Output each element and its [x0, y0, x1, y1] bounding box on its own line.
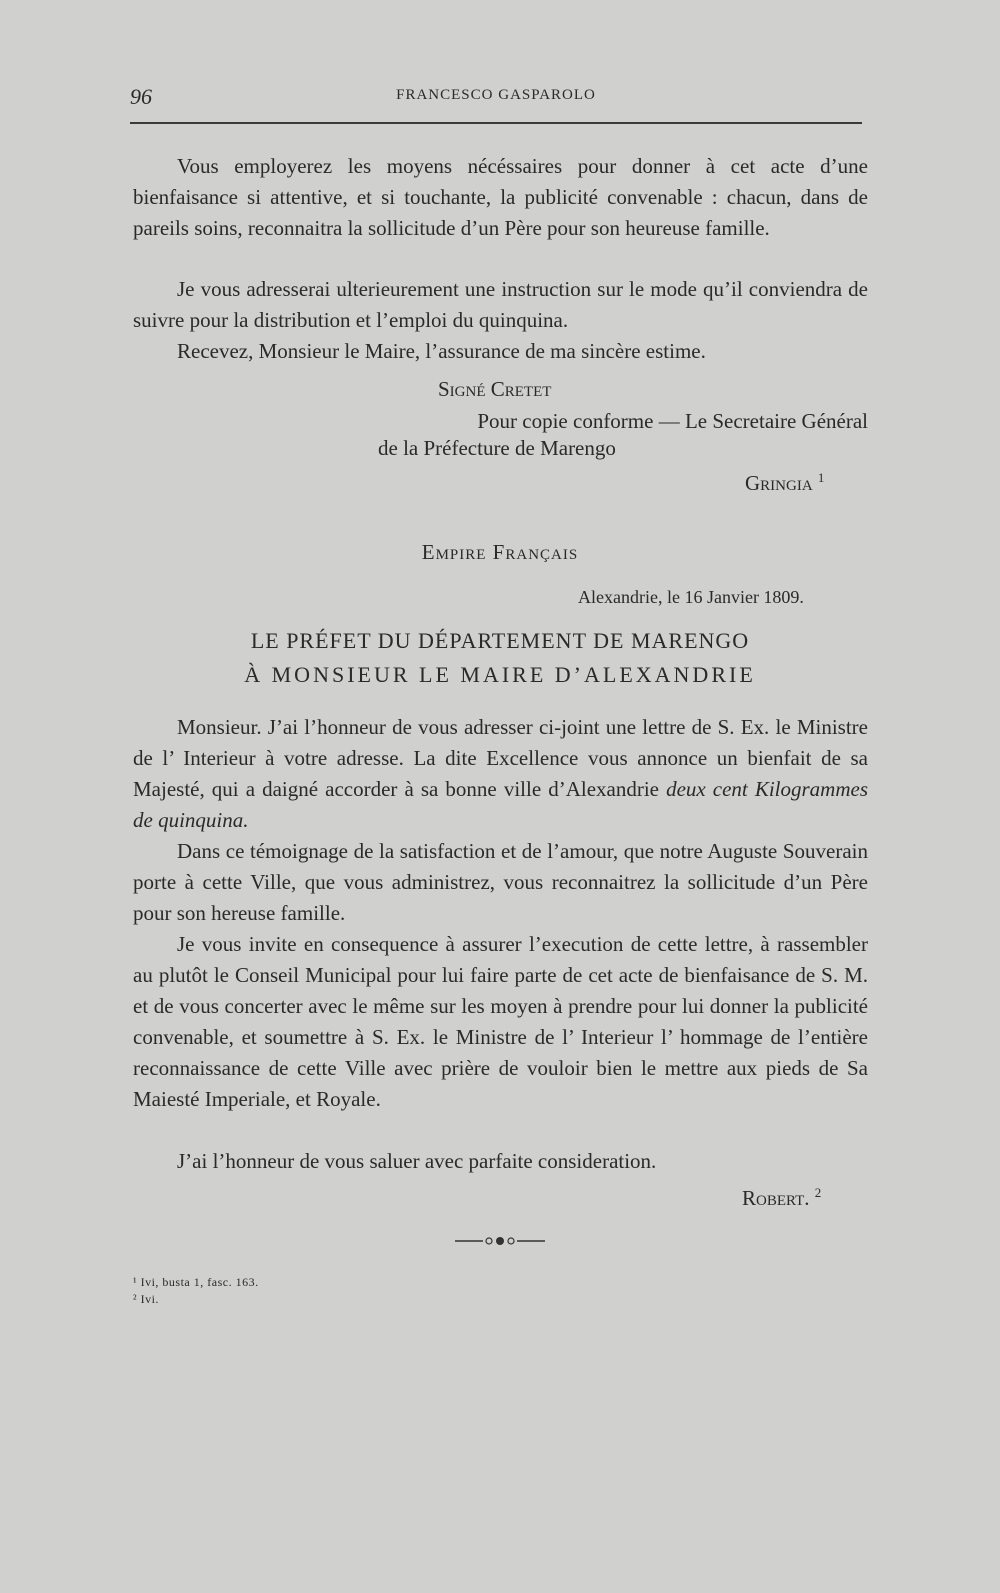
ornament-divider [455, 1234, 545, 1248]
letter2-title-line-2: À MONSIEUR LE MAIRE D’ALEXANDRIE [244, 662, 756, 687]
copy-line-1: Pour copie conforme — Le Secretaire Général [477, 409, 868, 433]
letter2-paragraph-1-text: Monsieur. J’ai l’honneur de vous adresser ci-joint une lettre de S. Ex. le Ministre de l’ Interieur à votre adresse. La dite Excellence vous annonce un bienfait de sa Majesté, qui a daigné accorder à sa bonne ville d’Alexandrie [133, 715, 868, 801]
signature-robert [742, 1178, 821, 1213]
letter1-paragraph-3: Recevez, Monsieur le Maire, l’assurance de ma sincère estime. [177, 339, 706, 363]
signature-cretet: Signé Cretet [438, 377, 552, 401]
running-head: FRANCESCO GASPAROLO [396, 87, 596, 103]
letter2-paragraph-4: J’ai l’honneur de vous saluer avec parfaite consideration. [177, 1149, 657, 1173]
page-number: 96 [130, 84, 152, 109]
signer-name: Robert. [742, 1186, 810, 1210]
letter2-dateline: Alexandrie, le 16 Janvier 1809. [578, 587, 804, 607]
signer-name: Gringia [745, 471, 813, 495]
letter1-paragraph-1: Vous employerez les moyens nécéssaires pour donner à cet acte d’une bienfaisance si attentive, et si touchante, la publicité convenable : chacun, dans de pareils soins, reconnaitra la sollicitude d’un Père pour son heureuse famille. [133, 154, 868, 240]
header-rule [130, 122, 862, 124]
letter2-paragraph-1-italic: deux cent Kilogrammes de quinquina. [133, 777, 869, 832]
footnote-1: ¹ Ivi, busta 1, fasc. 163. [133, 1275, 259, 1289]
letter2-paragraph-2: Dans ce témoignage de la satisfaction et de l’amour, que notre Auguste Souverain porte à cette Ville, que vous administrez, vous reconnaitrez la sollicitude d’un Père pour son hereuse famille. [133, 839, 868, 925]
letter2-paragraph-3: Je vous invite en consequence à assurer l’execution de cette lettre, à rassembler au plutôt le Conseil Municipal pour lui faire parte de cet acte de bienfaisance de S. M. et de vous concerter avec le même sur les moyen à prendre pour lui donner la publicité convenable, et soumettre à S. Ex. le Ministre de l’ Interieur l’ hommage de l’entière reconnaissance de cette Ville avec prière de vouloir bien le mettre aux pieds de Sa Maiesté Imperiale, et Royale. [133, 932, 868, 1111]
copy-line-2: de la Préfecture de Marengo [378, 436, 616, 460]
footnote-2: ² Ivi. [133, 1292, 159, 1306]
page-header [130, 84, 862, 109]
letter2-paragraph-1 [133, 712, 868, 836]
footnote-ref-1: 1 [817, 470, 825, 485]
letter1-paragraph-2: Je vous adresserai ulterieurement une instruction sur le mode qu’il conviendra de suivre pour la distribution et l’emploi du quinquina. [133, 277, 868, 332]
letter2-heading: Empire Français [421, 540, 579, 564]
footnote-ref-2: 2 [814, 1185, 822, 1200]
letter2-title-line-1: LE PRÉFET DU DÉPARTEMENT DE MARENGO [250, 628, 750, 653]
signature-gringia [745, 463, 824, 498]
